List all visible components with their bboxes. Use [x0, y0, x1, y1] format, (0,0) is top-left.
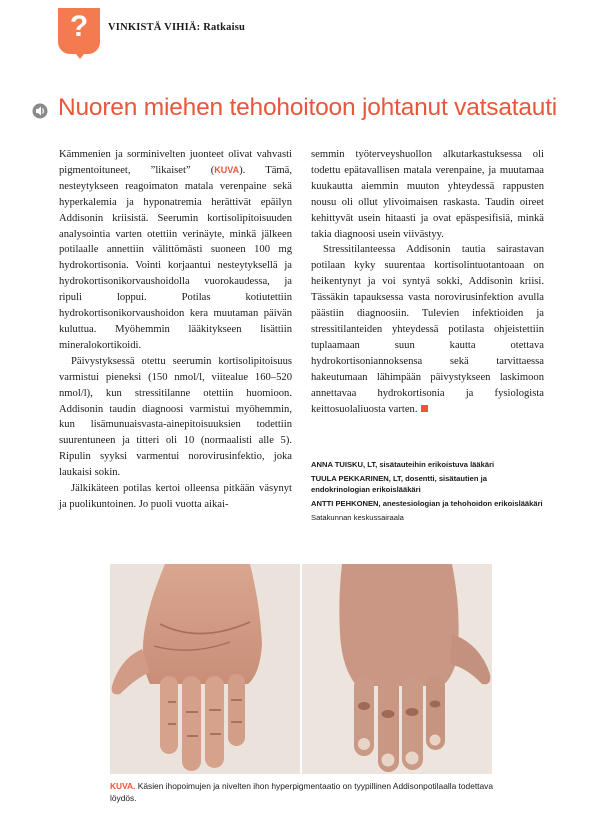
author: ANTTI PEHKONEN, anestesiologian ja tehohoidon erikoislääkäri [311, 499, 543, 508]
hand-dorsum-photo [302, 564, 492, 774]
section-label: VINKISTÄ VIHIÄ: Ratkaisu [108, 22, 246, 33]
paragraph: Stressitilanteessa Addisonin tautia sairastavan potilaan kyky suurentaa kortisolintuotantoaan on heikentynyt ja voi syntyä sokki, Addisonin kriisi. Tässäkin tapauksessa vasta norovirusinfektion avulla päästiin diagnoosiin. Tulevien infektioiden ja stressitilanteiden yhteydessä potilasta ohjeistettiin tuplaamaan suun kautta otettava hydrokortisoniannoksensa sekä tarvittaessa hakeutumaan lähimpään päivystykseen laskimoon annettavaa hydrokortisonia ja fysiologista keittosuolaliuosta varten. [311, 244, 544, 415]
end-square-icon [421, 405, 428, 412]
hand-palm-photo [110, 564, 300, 774]
institution: Satakunnan keskussairaala [311, 513, 404, 522]
speaker-bullet-icon [32, 103, 48, 119]
badge-glyph: ? [69, 10, 89, 43]
paragraph: semmin työterveyshuollon alkutarkastuksessa oli todettu epätavallisen matala verenpaine, ja muutamaa kuukautta aiemmin muuton yhteydessä rappusten nousu oli ollut ylivoimaisen raskasta. Taudin oireet kehittyvät usein hitaasti ja ovat epäspesifisiä, minkä takia diagnoosi usein viivästyy. [311, 149, 544, 240]
article-title: Nuoren miehen tehohoitoon johtanut vatsatauti [58, 94, 558, 121]
body-column-right [311, 147, 544, 417]
question-badge-icon [58, 8, 100, 54]
paragraph: Kämmenien ja sorminivelten juonteet olivat vahvasti pigmentoituneet, ”likaiset” (KUVA). Tämä, nesteytykseen reagoimaton matala verenpaine sekä hyperkalemia ja hyponatremia herättivät epäilyn Addisonin kriisistä. Seerumin kortisolipitoisuuden analysointia varten otettiin verinäyte, minkä jälkeen potilaalle annettiin välittömästi suoneen 100 mg hydrokortisonia. Vointi korjaantui nesteytyksellä ja hydrokortisonikorvaushoidolla vuorokaudessa, ja ripuli loppui. Potilas kotiutettiin hydrokortisonikorvaushoidon kera muutaman päivän kuluttua. Myöhemmin lääkitykseen lisättiin mineralokortikoidi. [59, 149, 292, 351]
author: ANNA TUISKU, LT, sisätauteihin erikoistuva lääkäri [311, 460, 495, 469]
caption-text: Käsien ihopoimujen ja nivelten ihon hyperpigmentaatio on tyypillinen Addisonpotilaalla todettava löydös. [110, 781, 494, 803]
figure-reference: KUVA [214, 164, 240, 175]
author-list [311, 459, 544, 523]
body-column-left [59, 147, 292, 513]
author: TUULA PEKKARINEN, LT, dosentti, sisätautien ja endokrinologian erikoislääkäri [311, 474, 487, 494]
paragraph: Jälkikäteen potilas kertoi olleensa pitkään väsynyt ja puolikuntoinen. Jo puoli vuotta aikai- [59, 483, 292, 510]
paragraph: Päivystyksessä otettu seerumin kortisolipitoisuus varmistui pieneksi (150 nmol/l, viitealue 160–520 nmol/l), kun stressitilanne otettiin huomioon. Addisonin taudin diagnoosi varmistui myöhemmin, kun lisämunuaisvasta-ainepitoisuuksien todettiin suurentuneen ja titteri oli 10 (normaalisti alle 5). Ripulin syyksi varmentui norovirusinfektio, joka laukaisi sokin. [59, 355, 292, 479]
caption-label: KUVA. [110, 781, 136, 791]
figure-caption [110, 781, 500, 804]
